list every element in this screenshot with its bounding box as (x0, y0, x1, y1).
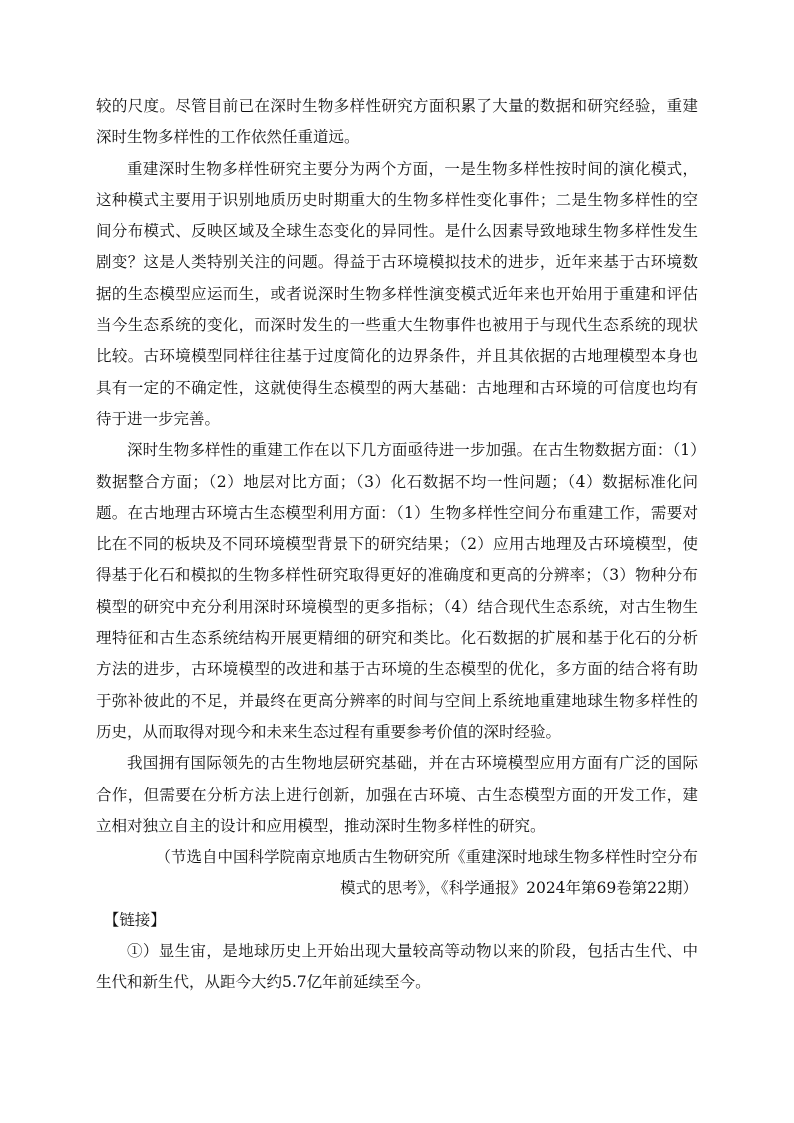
source-citation (96, 842, 698, 905)
source-line-1: （节选自中国科学院南京地质古生物研究所《重建深时地球生物多样性时空分布 (155, 848, 698, 867)
paragraph-4: 我国拥有国际领先的古生物地层研究基础，并在古环境模型应用方面有广泛的国际合作，但需要在分析方法上进行创新，加强在古环境、古生态模型方面的开发工作，建立相对独立自主的设计和应用模型，推动深时生物多样性的研究。 (96, 754, 698, 835)
paragraph-2: 重建深时生物多样性研究主要分为两个方面，一是生物多样性按时间的演化模式，这种模式主要用于识别地质历史时期重大的生物多样性变化事件；二是生物多样性的空间分布模式、反映区域及全球生态变化的异同性。是什么因素导致地球生物多样性发生剧变？这是人类特别关注的问题。得益于古环境模拟技术的进步，近年来基于古环境数据的生态模型应运而生，或者说深时生物多样性演变模式近年来也开始用于重建和评估当今生态系统的变化，而深时发生的一些重大生物事件也被用于与现代生态系统的现状比较。古环境模型同样往往基于过度简化的边界条件，并且其依据的古地理模型本身也具有一定的不确定性，这就使得生态模型的两大基础：古地理和古环境的可信度也均有待于进一步完善。 (96, 159, 698, 428)
document-page (96, 91, 698, 999)
link-note-1: ①）显生宙，是地球历史上开始出现大量较高等动物以来的阶段，包括古生代、中生代和新生代，从距今大约5.7亿年前延续至今。 (96, 942, 698, 992)
link-heading: 【链接】 (103, 910, 166, 929)
paragraph-1: 较的尺度。尽管目前已在深时生物多样性研究方面积累了大量的数据和研究经验，重建深时生物多样性的工作依然任重道远。 (96, 97, 698, 147)
paragraph-3: 深时生物多样性的重建工作在以下几方面亟待进一步加强。在古生物数据方面：（1）数据整合方面；（2）地层对比方面；（3）化石数据不均一性问题；（4）数据标准化问题。在古地理古环境古生态模型利用方面：（1）生物多样性空间分布重建工作，需要对比在不同的板块及不同环境模型背景下的研究结果；（2）应用古地理及古环境模型，使得基于化石和模拟的生物多样性研究取得更好的准确度和更高的分辨率；（3）物种分布模型的研究中充分利用深时环境模型的更多指标；（4）结合现代生态系统，对古生物生理特征和古生态系统结构开展更精细的研究和类比。化石数据的扩展和基于化石的分析方法的进步，古环境模型的改进和基于古环境的生态模型的优化，多方面的结合将有助于弥补彼此的不足，并最终在更高分辨率的时间与空间上系统地重建地球生物多样性的历史，从而取得对现今和未来生态过程有重要参考价值的深时经验。 (96, 441, 698, 741)
source-line-2: 模式的思考》，《科学通报》2024年第69卷第22期） (340, 879, 698, 898)
